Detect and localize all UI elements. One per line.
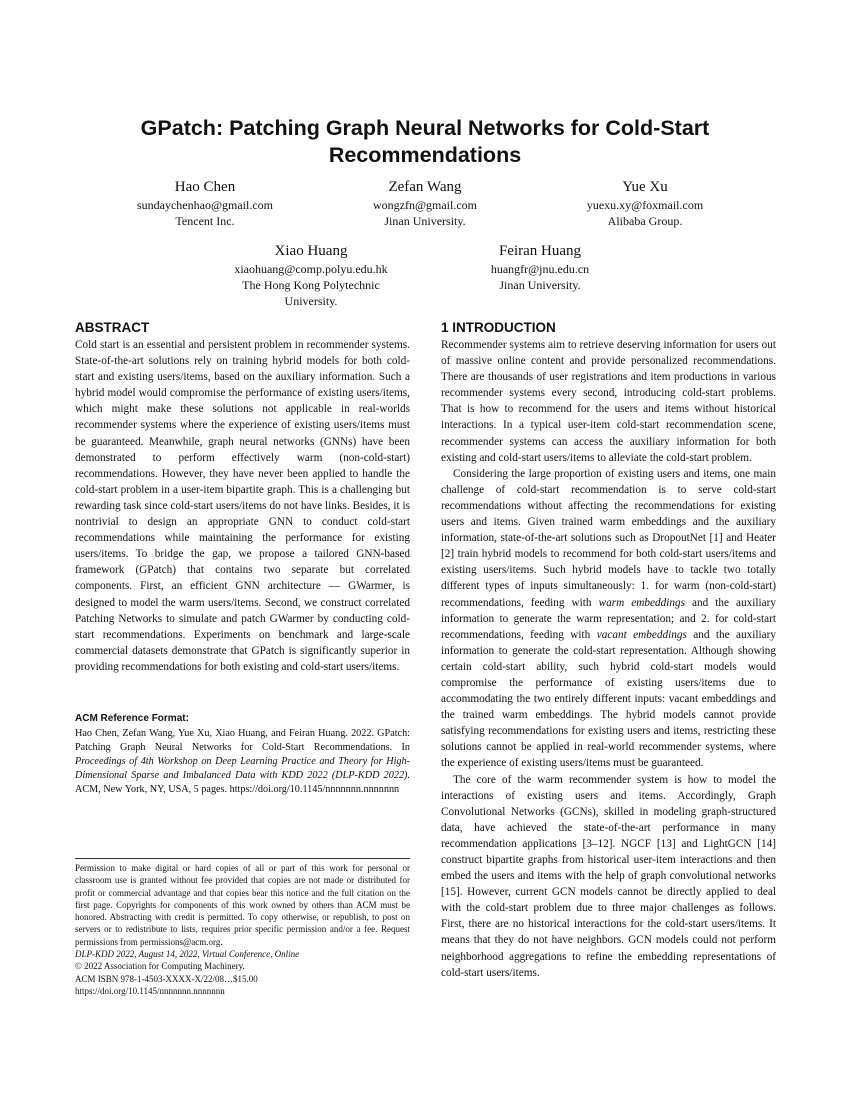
intro-p2-text: Considering the large proportion of existing users and items, one main challenge of cold-start recommendation is to serve cold-start recommendations without affecting the recommendations for existing users and items. Given trained warm embeddings and the auxiliary information, state-of-the-art solutions such as DropoutNet [1] and Heater [2] train hybrid models to recommend for both cold-start users/items and existing users/items. Such hybrid models have to tackle two totally different types of inputs simultaneously: 1. for warm (non-cold-start) recommendations, feeding with	[441, 467, 776, 609]
author-block	[211, 241, 411, 309]
author-email: sundaychenhao@gmail.com	[136, 198, 273, 212]
intro-p2-em1: warm embeddings	[598, 596, 685, 609]
author-block	[545, 177, 745, 229]
acm-ref-line2: ACM, New York, NY, USA, 5 pages. https://doi.org/10.1145/nnnnnnn.nnnnnnn	[75, 784, 400, 796]
footnote-rule	[75, 858, 410, 859]
author-block	[325, 177, 525, 229]
author-name: Hao Chen	[174, 179, 236, 195]
doi-line: https://doi.org/10.1145/nnnnnnn.nnnnnnn	[75, 985, 225, 996]
author-name: Zefan Wang	[388, 179, 462, 195]
intro-p2-em2: vacant embeddings	[596, 628, 687, 641]
permission-text: Permission to make digital or hard copies of all or part of this work for personal or classroom use is granted without fee provided that copies are not made or distributed for profit or commercial advantage and that copies bear this notice and the full citation on the first page. Copyrights for components of this work owned by others than ACM must be honored. Abstracting with credit is permitted. To copy otherwise, or republish, to post on servers or to redistribute to lists, requires prior specific permission and/or a fee. Request permissions from permissions@acm.org.	[75, 863, 410, 947]
abstract-body	[75, 337, 410, 675]
intro-p2-text: and the auxiliary information to generate the cold-start representation. Although showing certain cold-start ability, such hybrid cold-start models would compromise the performance of existing users/items due to accommodating the two entirely different inputs: vacant embeddings and the trained warm embeddings. The hybrid models cannot provide satisfying recommendations for existing users and items, restricting these solutions cannot be applied in real-world recommender systems, where the experience of existing users/items must be guaranteed.	[441, 628, 776, 770]
author-affiliation: Tencent Inc.	[175, 214, 235, 228]
acm-ref-heading: ACM Reference Format:	[75, 713, 189, 724]
author-affiliation: Alibaba Group.	[607, 214, 683, 228]
intro-p2-text: and the auxiliary information to generate the warm representation; and 2. for cold-start recommendations, feeding with	[441, 596, 776, 641]
intro-paragraph-1: Recommender systems aim to retrieve deserving information for users out of massive online content and provide personalized recommendations. There are thousands of user registrations and item productions in various recommender systems every second, introducing cold-start problems. That is how to recommend for the users and items without historical interactions. In a typical user-item cold-start recommendation scene, recommender systems can access the auxiliary information for both existing and cold-start users/items to alleviate the cold-start problem.	[441, 339, 776, 464]
intro-paragraph-2	[441, 466, 776, 772]
author-block	[105, 177, 305, 229]
arxiv-stamp-svg	[4, 290, 44, 740]
author-email: yuexu.xy@foxmail.com	[586, 198, 704, 212]
isbn-line: ACM ISBN 978-1-4503-XXXX-X/22/08…$15.00	[75, 973, 258, 984]
acm-ref-body	[75, 727, 410, 797]
permission-footnote	[75, 862, 410, 997]
paper-title: GPatch: Patching Graph Neural Networks for Cold-Start Recommendations	[140, 116, 710, 167]
author-affiliation: Jinan University.	[499, 278, 581, 292]
author-block	[440, 241, 640, 293]
author-affiliation: The Hong Kong Polytechnic University.	[242, 278, 380, 308]
author-name: Yue Xu	[622, 179, 668, 195]
intro-body	[441, 337, 776, 981]
intro-heading: 1 INTRODUCTION	[441, 320, 556, 335]
acm-ref-line1: Hao Chen, Zefan Wang, Yue Xu, Xiao Huang, and Feiran Huang. 2022. GPatch: Patching Graph Neural Networks for Cold-Start Recommendations. In	[75, 728, 410, 754]
abstract-heading: ABSTRACT	[75, 320, 150, 335]
author-email: xiaohuang@comp.polyu.edu.hk	[234, 262, 388, 276]
conference-line: DLP-KDD 2022, August 14, 2022, Virtual Conference, Online	[75, 949, 300, 960]
copyright-line: © 2022 Association for Computing Machinery.	[75, 961, 245, 972]
author-affiliation: Jinan University.	[384, 214, 466, 228]
author-email: wongzfn@gmail.com	[372, 198, 478, 212]
acm-ref-venue: Proceedings of 4th Workshop on Deep Learning Practice and Theory for High-Dimensional Sparse and Imbalanced Data with KDD 2022 (DLP-KDD 2022).	[75, 756, 410, 782]
arxiv-stamp	[4, 290, 44, 740]
author-name: Xiao Huang	[274, 243, 348, 259]
author-name: Feiran Huang	[498, 243, 582, 259]
author-email: huangfr@jnu.edu.cn	[490, 262, 590, 276]
intro-paragraph-3: The core of the warm recommender system is how to model the interactions of existing users and items. Accordingly, Graph Convolutional Networks (GCNs), skilled in modeling graph-structured data, have achieved the state-of-the-art performance in many recommendation applications [3–12]. NGCF [13] and LightGCN [14] construct bipartite graphs from historical user-item interactions and then embed the users and items with the help of graph convolutional networks [15]. However, current GCN models cannot be directly applied to deal with the cold-start problem due to three major challenges as follows. First, there are no historical interactions for the cold-start users/items. It means that they do not have neighbors. GCN models could not perform neighborhood aggregations to refine the embedding representations of cold-start users/items.	[441, 773, 776, 979]
abstract-text: Cold start is an essential and persistent problem in recommender systems. State-of-the-art solutions rely on training hybrid models for both cold-start and existing users/items, based on the auxiliary information. Such a hybrid model would compromise the performance of existing users/items, which might make these solutions not applicable in real-worlds recommender systems where the experience of existing users/items must be guaranteed. Meanwhile, graph neural networks (GNNs) have been demonstrated to perform effectively warm (non-cold-start) recommendations. However, they have never been applied to handle the cold-start problem in a user-item bipartite graph. This is a challenging but rewarding task since cold-start users/items do not have links. Besides, it is nontrivial to design an appropriate GNN to conduct cold-start recommendations while maintaining the performance for existing users/items. To bridge the gap, we propose a tailored GNN-based framework (GPatch) that contains two separate but correlated components. First, an efficient GNN architecture — GWarmer, is designed to model the warm users/items. Second, we construct correlated Patching Networks to simulate and patch GWarmer by conducting cold-start recommendations. Experiments on benchmark and large-scale commercial datasets demonstrate that GPatch is significantly superior in providing recommendations for both existing and cold-start users/items.	[75, 339, 410, 673]
